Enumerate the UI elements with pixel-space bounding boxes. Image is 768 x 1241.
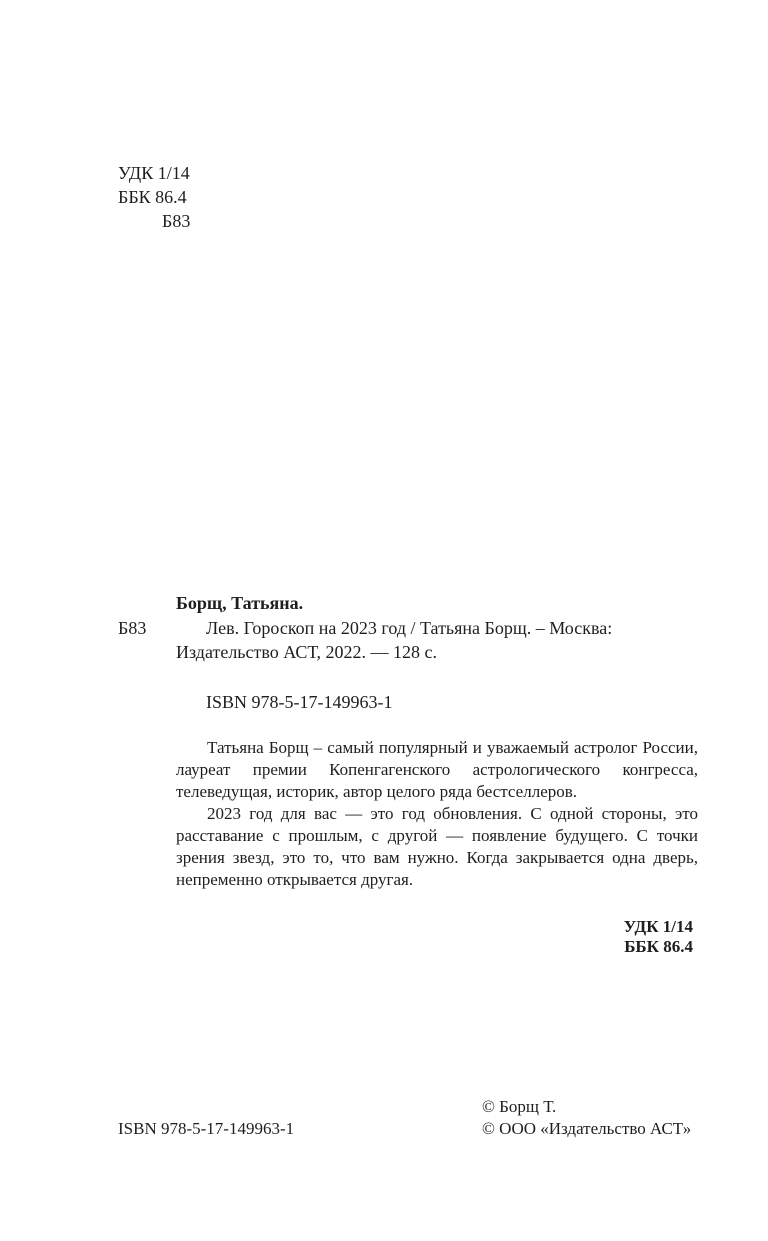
copyright-author: © Борщ Т.	[482, 1097, 557, 1116]
annotation	[176, 737, 698, 891]
title-line-2: Издательство АСТ, 2022. — 128 с.	[176, 642, 438, 662]
udk-bold: УДК 1/14	[623, 917, 693, 936]
footer-isbn: ISBN 978-5-17-149963-1	[118, 1119, 295, 1138]
card-author-mark: Б83	[118, 618, 147, 638]
bbk-bold: ББК 86.4	[624, 937, 693, 956]
annotation-paragraph-1: Татьяна Борщ – самый популярный и уважаемый астролог России, лауреат премии Копенгагенского астрологического конгресса, телеведущая, историк, автор целого ряда бестселлеров.	[176, 738, 698, 801]
title-line-1: Лев. Гороскоп на 2023 год / Татьяна Борщ. – Москва:	[206, 618, 613, 638]
copyright-publisher: © ООО «Издательство АСТ»	[482, 1119, 692, 1138]
udk-code: УДК 1/14	[118, 163, 190, 183]
author-heading: Борщ, Татьяна.	[176, 593, 304, 613]
annotation-paragraph-2: 2023 год для вас — это год обновления. С одной стороны, это расставание с прошлым, с другой — появление будущего. С точки зрения звезд, это то, что вам нужно. Когда закрывается одна дверь, непременно открывается другая.	[176, 804, 698, 889]
card-isbn: ISBN 978-5-17-149963-1	[206, 692, 393, 712]
bbk-code: ББК 86.4	[118, 187, 187, 207]
author-mark: Б83	[162, 211, 191, 231]
